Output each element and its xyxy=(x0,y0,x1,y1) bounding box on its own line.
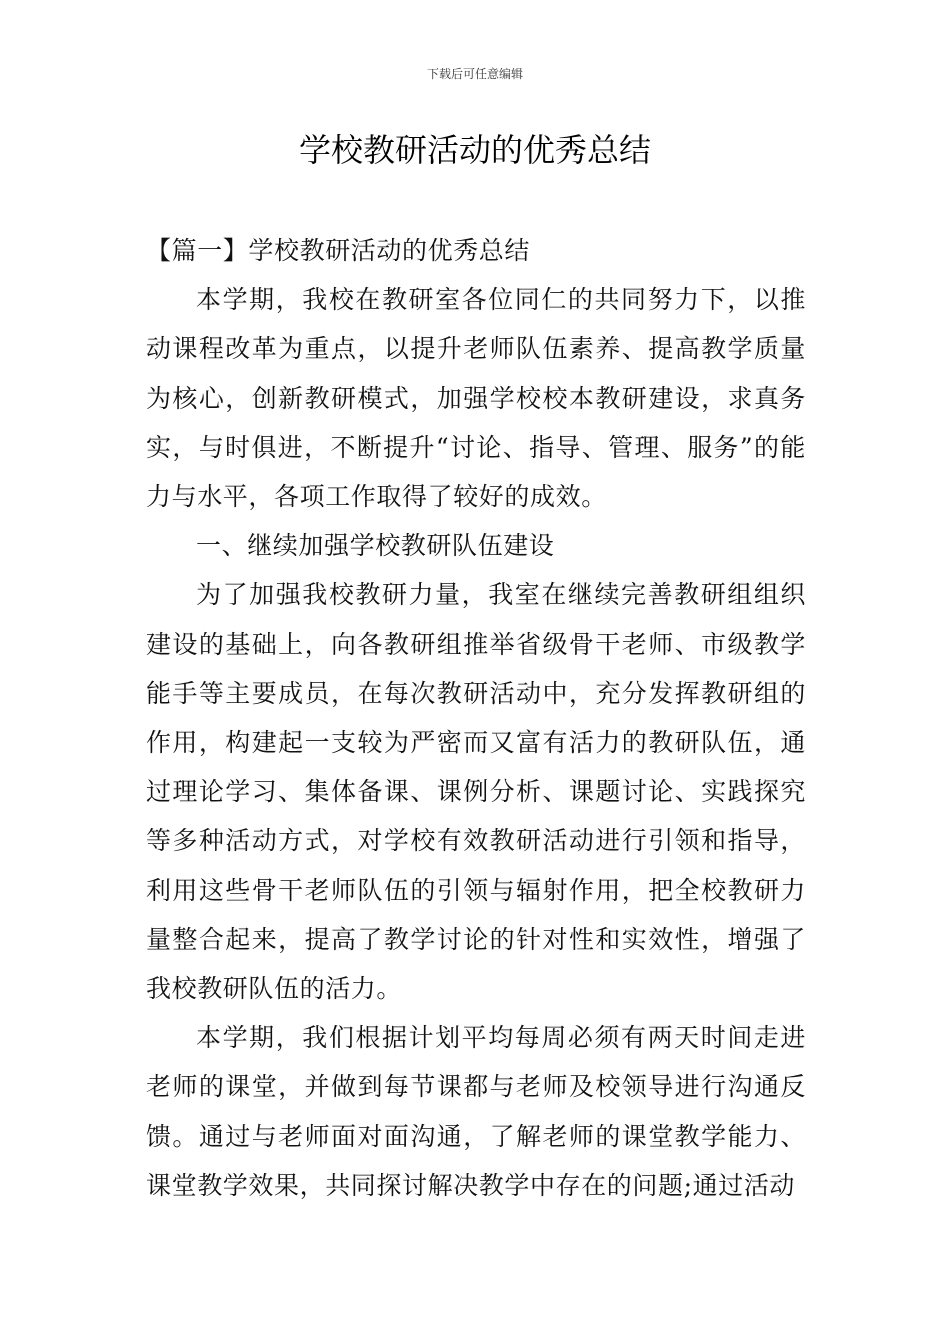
header-note: 下载后可任意编辑 xyxy=(426,67,523,81)
subheading-team-building: 一、继续加强学校教研队伍建设 xyxy=(196,531,555,561)
paragraph-intro: 本学期，我校在教研室各位同仁的共同努力下，以推动课程改革为重点，以提升老师队伍素养、提高教学质量为核心，创新教研模式，加强学校校本教研建设，求真务实，与时俱进，不断提升“讨论、指导、管理、服务”的能力与水平，各项工作取得了较好的成效。 xyxy=(146,285,806,512)
document-body xyxy=(146,226,806,1210)
section-heading: 【篇一】学校教研活动的优秀总结 xyxy=(146,236,531,265)
paragraph-team-building: 为了加强我校教研力量，我室在继续完善教研组组织建设的基础上，向各教研组推举省级骨干老师、市级教学能手等主要成员，在每次教研活动中，充分发挥教研组的作用，构建起一支较为严密而又富有活力的教研队伍，通过理论学习、集体备课、课例分析、课题讨论、实践探究等多种活动方式，对学校有效教研活动进行引领和指导，利用这些骨干老师队伍的引领与辐射作用，把全校教研力量整合起来，提高了教学讨论的针对性和实效性，增强了我校教研队伍的活力。 xyxy=(146,580,806,1004)
paragraph-classroom-visits: 本学期，我们根据计划平均每周必须有两天时间走进老师的课堂，并做到每节课都与老师及校领导进行沟通反馈。通过与老师面对面沟通，了解老师的课堂教学能力、课堂教学效果，共同探讨解决教学中存在的问题;通过活动 xyxy=(146,1023,806,1200)
document-title: 学校教研活动的优秀总结 xyxy=(298,131,651,169)
